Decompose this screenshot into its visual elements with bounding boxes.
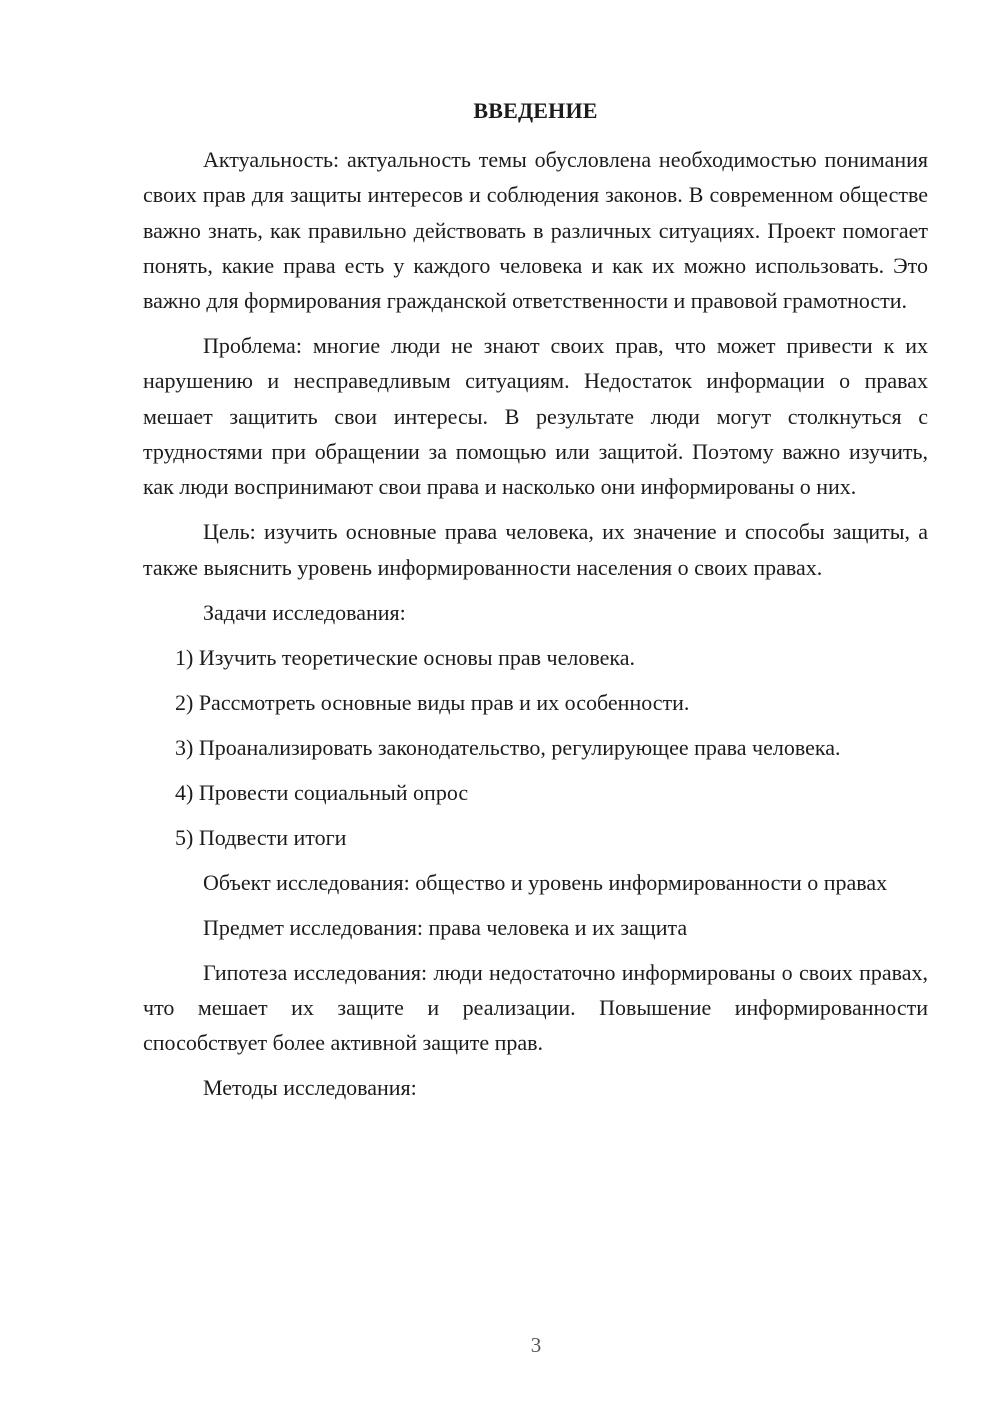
paragraph-subject: Предмет исследования: права человека и их защита: [203, 914, 688, 940]
list-item: 4) Провести социальный опрос: [175, 779, 469, 805]
page-number: 3: [530, 1333, 542, 1357]
section-heading: ВВЕДЕНИЕ: [473, 98, 598, 123]
list-item: 5) Подвести итоги: [175, 824, 347, 850]
paragraph-tasks-heading: Задачи исследования:: [203, 599, 406, 625]
paragraph-goal: Цель: изучить основные права человека, их значение и способы защиты, а также выяснить уровень информированности населения о своих правах.: [143, 519, 928, 580]
document-body: [143, 142, 928, 1115]
paragraph-object: Объект исследования: общество и уровень информированности о правах: [203, 869, 888, 895]
list-item: 3) Проанализировать законодательство, регулирующее права человека.: [175, 734, 841, 760]
list-item: 2) Рассмотреть основные виды прав и их особенности.: [175, 689, 690, 715]
paragraph-methods: Методы исследования:: [203, 1075, 417, 1101]
paragraph-problem: Проблема: многие люди не знают своих прав, что может привести к их нарушению и несправедливым ситуациям. Недостаток информации о правах мешает защитить свои интересы. В результате люди могут столкнуться с трудностями при обращении за помощью или защитой. Поэтому важно изучить, как люди воспринимают свои права и насколько они информированы о них.: [143, 333, 928, 500]
paragraph-hypothesis: Гипотеза исследования: люди недостаточно информированы о своих правах, что мешает их защите и реализации. Повышение информированности способствует более активной защите прав.: [143, 959, 928, 1056]
list-item: 1) Изучить теоретические основы прав человека.: [175, 644, 635, 670]
paragraph-relevance: Актуальность: актуальность темы обусловлена необходимостью понимания своих прав для защиты интересов и соблюдения законов. В современном обществе важно знать, как правильно действовать в различных ситуациях. Проект помогает понять, какие права есть у каждого человека и как их можно использовать. Это важно для формирования гражданской ответственности и правовой грамотности.: [143, 147, 928, 314]
